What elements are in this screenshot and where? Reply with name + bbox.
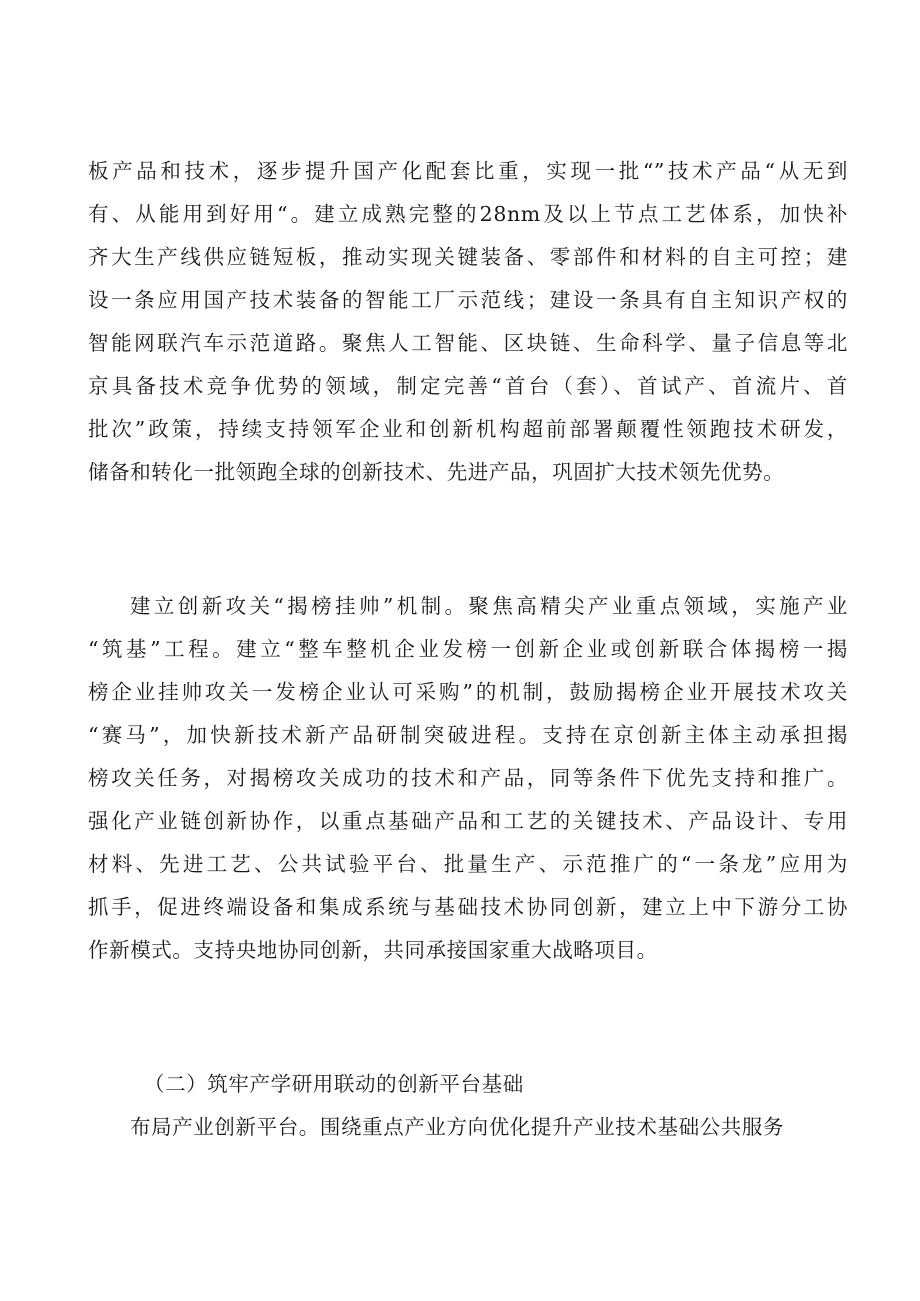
paragraph-line: 强化产业链创新协作，以重点基础产品和工艺的关键技术、产品设计、专用 (88, 809, 848, 833)
paragraph-2 (88, 585, 848, 972)
paragraph-line: 布局产业创新平台。围绕重点产业方向优化提升产业技术基础公共服务 (130, 1115, 785, 1139)
paragraph-line: 板产品和技术，逐步提升国产化配套比重，实现一批“”技术产品“从无到 (88, 159, 848, 183)
section-heading-text: （二）筑牢产学研用联动的创新平台基础 (144, 1072, 524, 1096)
paragraph-line: 榜企业挂帅攻关一发榜企业认可采购”的机制，鼓励揭榜企业开展技术攻关 (88, 680, 848, 704)
paragraph-1 (88, 150, 848, 494)
paragraph-3 (88, 1106, 848, 1149)
paragraph-line: “赛马”，加快新技术新产品研制突破进程。支持在京创新主体主动承担揭 (88, 723, 848, 747)
paragraph-line: 齐大生产线供应链短板，推动实现关键装备、零部件和材料的自主可控；建 (88, 245, 848, 269)
paragraph-line: 京具备技术竞争优势的领域，制定完善“首台（套）、首试产、首流片、首 (88, 374, 848, 398)
paragraph-line: 作新模式。支持央地协同创新，共同承接国家重大战略项目。 (88, 938, 658, 962)
paragraph-line: 智能网联汽车示范道路。聚焦人工智能、区块链、生命科学、量子信息等北 (88, 331, 848, 355)
paragraph-line: 建立创新攻关“揭榜挂帅”机制。聚焦高精尖产业重点领域，实施产业 (130, 594, 848, 618)
section-heading (88, 1063, 848, 1106)
paragraph-line: 抓手，促进终端设备和集成系统与基础技术协同创新，建立上中下游分工协 (88, 895, 848, 919)
paragraph-line: 榜攻关任务，对揭榜攻关成功的技术和产品，同等条件下优先支持和推广。 (88, 766, 848, 790)
paragraph-line: 批次”政策，持续支持领军企业和创新机构超前部署颠覆性领跑技术研发， (88, 417, 848, 441)
paragraph-line: 设一条应用国产技术装备的智能工厂示范线；建设一条具有自主知识产权的 (88, 288, 848, 312)
paragraph-line: 有、从能用到好用“。建立成熟完整的28nm及以上节点工艺体系，加快补 (88, 202, 848, 226)
paragraph-line: 材料、先进工艺、公共试验平台、批量生产、示范推广的“一条龙”应用为 (88, 852, 848, 876)
paragraph-line: 储备和转化一批领跑全球的创新技术、先进产品，巩固扩大技术领先优势。 (88, 460, 785, 484)
paragraph-line: “筑基”工程。建立“整车整机企业发榜一创新企业或创新联合体揭榜一揭 (88, 637, 848, 661)
